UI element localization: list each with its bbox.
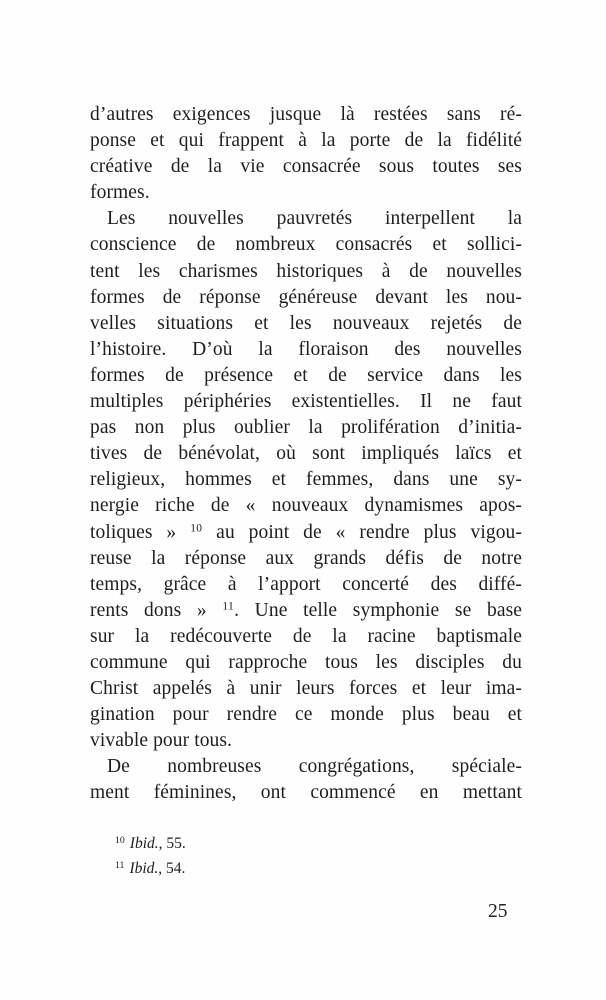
footnote: $^{10}$ Ibid., 55. xyxy=(115,835,186,852)
paragraph xyxy=(90,102,522,206)
footnote-source: Ibid. xyxy=(129,835,159,852)
footnote-marker: 10 xyxy=(115,835,125,846)
text-line: d’autres exigences jusque là restées sans ré- xyxy=(90,104,522,125)
text-line: formes de réponse généreuse devant les nou- xyxy=(90,286,522,308)
text-line: l’histoire. D’où la floraison des nouvelles xyxy=(90,338,522,360)
text-line: commune qui rapproche tous les disciples du xyxy=(90,651,522,673)
text-line: Les nouvelles pauvretés interpellent la xyxy=(107,208,522,230)
text-line: temps, grâce à l’apport concerté des diffé- xyxy=(90,573,522,595)
text-line: multiples périphéries existentielles. Il ne faut xyxy=(90,391,522,413)
footnotes xyxy=(90,832,522,881)
text-line: vivable pour tous. xyxy=(90,730,233,752)
text-line: religieux, hommes et femmes, dans une sy- xyxy=(90,469,522,491)
text-line: rents dons » $^{11}$. Une telle symphonie se base xyxy=(90,599,523,621)
body-text xyxy=(90,102,522,807)
text-line: toliques » $^{10}$ au point de « rendre plus vigou- xyxy=(90,521,522,543)
text-line: gination pour rendre ce monde plus beau et xyxy=(90,704,522,726)
text-line: ment féminines, ont commencé en mettant xyxy=(90,782,522,804)
text-line: reuse la réponse aux grands défis de notre xyxy=(90,547,522,569)
footnote-reference: 10 xyxy=(190,522,203,534)
text-line: De nombreuses congrégations, spéciale- xyxy=(107,756,522,778)
footnote-source: Ibid. xyxy=(129,859,159,877)
text-line: nergie riche de « nouveaux dynamismes apos- xyxy=(90,495,522,517)
text-line: conscience de nombreux consacrés et sollici- xyxy=(90,234,522,256)
paragraph xyxy=(90,754,522,806)
paragraph xyxy=(90,206,522,754)
footnote-reference: 11 xyxy=(222,600,235,613)
text-line: formes de présence et de service dans les xyxy=(90,364,522,386)
text-line: tent les charismes historiques à de nouvelles xyxy=(90,260,522,282)
text-line: formes. xyxy=(90,182,150,204)
footnote: $^{11}$ Ibid., 54. xyxy=(115,859,186,877)
text-line: velles situations et les nouveaux rejetés de xyxy=(90,312,522,334)
text-line: pas non plus oublier la prolifération d’initia- xyxy=(90,417,522,439)
text-line: tives de bénévolat, où sont impliqués laïcs et xyxy=(90,443,522,465)
footnote-marker: 11 xyxy=(115,859,125,871)
text-line: Christ appelés à unir leurs forces et leur ima- xyxy=(90,678,522,700)
page-number: 25 xyxy=(488,901,508,922)
text-line: sur la redécouverte de la racine baptismale xyxy=(90,625,522,647)
text-line: créative de la vie consacrée sous toutes ses xyxy=(90,156,522,178)
text-line: ponse et qui frappent à la porte de la fidélité xyxy=(90,130,522,152)
